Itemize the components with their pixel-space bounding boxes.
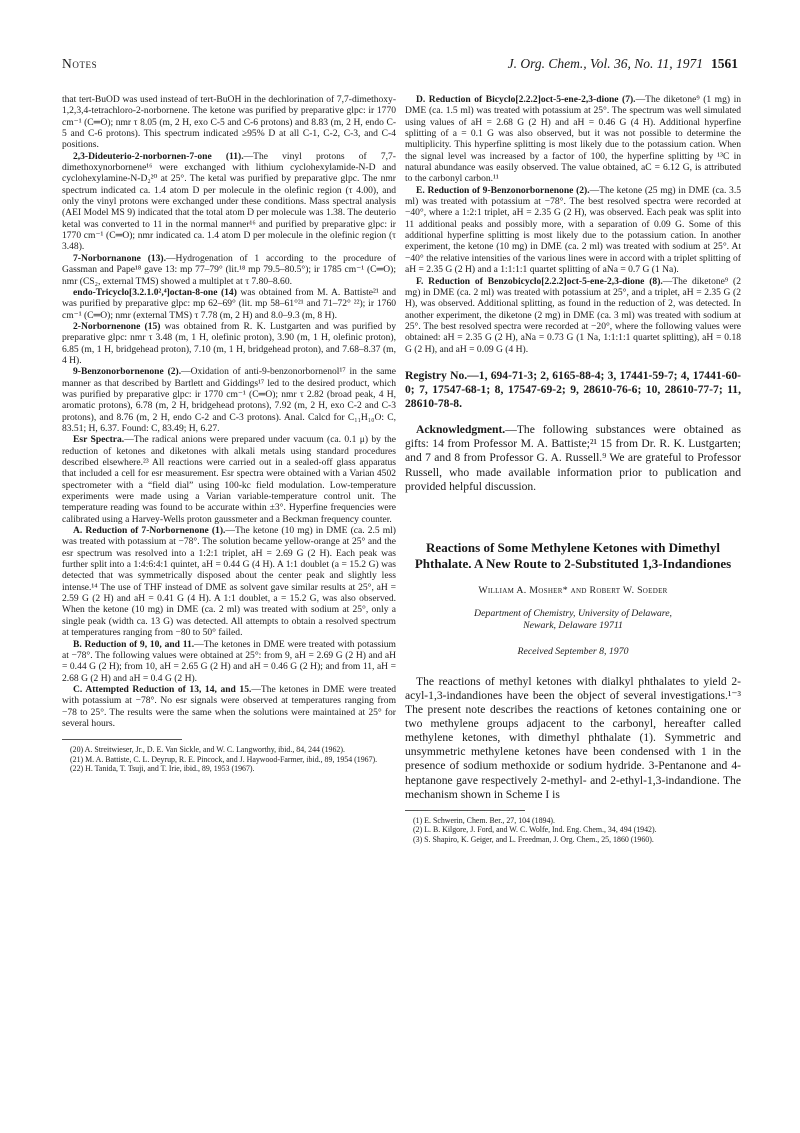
paragraph-tricyclo: [62, 287, 396, 321]
page-number: 1561: [711, 56, 738, 71]
article-intro: The reactions of methyl ketones with dialkyl phthalates to yield 2-acyl-1,3-indandiones have been the object of several investigations.¹⁻³ The present note describes the reactions of ketones containing one or two methylene groups adjacent to the carbonyl, hereafter called methylene ketones, with dimethyl phthalate (1). Symmetric and unsymmetric methylene ketones have been condensed with 1 in the presence of sodium methoxide or sodium hydride. 3-Pentanone and 4-heptanone gave respectively 2-methyl- and 2-ethyl-1,3-indandione. The mechanism shown in Scheme I is: [405, 674, 741, 801]
affiliation-line: Department of Chemistry, University of Delaware,: [474, 607, 672, 619]
registry-body: —1, 694-71-3; 2, 6165-88-4; 3, 17441-59-7; 4, 17441-60-0; 7, 17547-68-1; 8, 17547-69-2; 9, 28610-76-6; 10, 28610-77-7; 11, 28610-78-8.: [405, 368, 741, 410]
footnote: (20) A. Streitwieser, Jr., D. E. Van Sickle, and W. C. Langworthy, ibid., 84, 244 (1962).: [70, 745, 345, 755]
paragraph-heading: Esr Spectra.: [73, 434, 125, 446]
paragraph-heading: A. Reduction of 7-Norbornenone (1).: [73, 525, 226, 537]
paragraph-benzonorbornenone: [62, 366, 396, 434]
paragraph-heading: 9-Benzonorbornenone (2).: [73, 366, 182, 378]
paragraph-norbornenone: [62, 321, 396, 366]
registry-numbers: [405, 369, 741, 411]
paragraph-body: —The radical anions were prepared under vacuum (ca. 0.1 μ) by the reduction of ketones and diketones with alkali metals using standard procedures described elsewhere.²³ All reactions were carried out in a sealed-off glass apparatus that included a cell for esr measurement. Esr spectra were obtained with a Varian 4502 spectrometer with a “field dial” using 100-kc field modulation. Low-temperature experiments were made using a Varian variable-temperature control unit. The temperature reading was found to be accurate within ±3°. Hyperfine frequencies were calibrated using a Harvey-Wells proton gaussmeter and a Beckman frequency counter.: [62, 434, 396, 525]
paragraph-body: —The diketone⁹ (1 mg) in DME (ca. 1.5 ml) was treated with potassium at 25°. The spectrum was well simulated using values of aH = 2.68 G (2 H) and aH = 0.46 G (4 H). Additional hyperfine splitting of a = 0.1 G was also observed, but it was not possible to determine the multiplicity. This hyperfine splitting is most likely due to the potassium cation. When the signal level was increased by a factor of 100, the hyperfine splitting by ¹³C in natural abundance was easily observed. The value obtained, aC = 6.12 G, is attributed to the carbonyl carbon.¹¹: [405, 94, 741, 185]
journal-name: J. Org. Chem., Vol. 36, No. 11, 1971: [507, 56, 703, 71]
paragraph-reduction-d: [405, 94, 741, 185]
paragraph-body: —The ketones in DME were treated with potassium at −78°. No esr signals were observed at temperatures ranging from −78 to 25°. The results were the same when the solutions were maintained at 25° for several hours.: [62, 683, 396, 729]
acknowledgment: [405, 423, 741, 494]
left-column: [62, 94, 396, 774]
paragraph-body: —The ketones in DME were treated with potassium at −78°. The following values were obtained at 25°: from 9, aH = 2.69 G (2 H) and aH = 0.44 G (2 H); from 10, aH = 2.65 G (2 H) and aH = 0.46 G (2 H); and from 11, aH = 2.68 G (2 H) and aH = 0.4 G (2 H).: [62, 638, 396, 684]
paragraph-heading: endo-Tricyclo[3.2.1.0²,⁴]octan-8-one (14): [73, 286, 237, 298]
paragraph-reduction-c: [62, 684, 396, 729]
footnote: (3) S. Shapiro, K. Geiger, and L. Freedman, J. Org. Chem., 25, 1860 (1960).: [413, 834, 654, 844]
footnote: (21) M. A. Battiste, C. L. Deyrup, R. E. Pincock, and J. Haywood-Farmer, ibid., 89, 1954 (1967).: [70, 754, 378, 764]
paragraph-reduction-e: [405, 185, 741, 276]
right-column: [405, 94, 741, 844]
paragraph-continuation: that tert-BuOD was used instead of tert-BuOH in the dechlorination of 7,7-dimethoxy-1,2,3,4-tetrachloro-2-norbornene. The ketone was purified by preparative glpc: ir 1770 cm⁻¹ (C═O); nmr τ 8.05 (m, 2 H, exo C-5 and C-6 protons) and 8.83 (m, 2 H, endo C-5 and C-6 protons). This spectrum indicated ≥95% D at all C-1, C-2, C-3, and C-4 positions.: [62, 94, 396, 151]
journal-citation: [508, 56, 738, 72]
paragraph-reduction-a: [62, 525, 396, 638]
received-date: Received September 8, 1970: [517, 645, 629, 657]
affiliation-line: Newark, Delaware 19711: [523, 619, 623, 631]
paragraph-heading: B. Reduction of 9, 10, and 11.: [73, 638, 195, 650]
paragraph-body: was obtained from R. K. Lustgarten and was purified by preparative glpc: nmr τ 3.48 (m, 1 H, olefinic proton), 3.90 (m, 1 H, olefinic proton), 6.85 (m, 1 H, bridgehead proton), 7.10 (m, 1 H, bridgehead proton), and 7.68–8.37 (m, 4 H).: [62, 320, 396, 366]
paragraph-heading: E. Reduction of 9-Benzonorbornenone (2).: [416, 184, 590, 196]
acknowledgment-body: —The following substances were obtained as gifts: 14 from Professor M. A. Battiste;²¹ 15 from Dr. R. K. Lustgarten; and 7 and 8 from Professor G. A. Russell.⁹ We are grateful to Professor Russell, who made available information prior to publication and provided helpful discussion.: [405, 422, 741, 493]
article-authors: William A. Mosher* and Robert W. Soeder: [478, 584, 668, 596]
paragraph-heading: 7-Norbornanone (13).: [73, 252, 166, 264]
registry-heading: Registry No.: [405, 368, 468, 382]
paragraph-heading: 2,3-Dideuterio-2-norbornen-7-one (11).: [73, 150, 244, 162]
footnote-divider: [62, 739, 182, 740]
acknowledgment-heading: Acknowledgment.: [416, 422, 506, 436]
paragraph-heading: D. Reduction of Bicyclo[2.2.2]oct-5-ene-2,3-dione (7).: [416, 94, 636, 105]
paragraph-body: —The ketone (10 mg) in DME (ca. 2.5 ml) was treated with potassium at −78°. The solution became yellow-orange at 25° and the esr spectrum was resolved into a 1:2:1 triplet, aH = 2.69 G (2 H). Each peak was further split into a 1:4:6:4:1 quintet, aH = 0.44 G (4 H). A 1:1 doublet (a = 15.2 G) was detected that was symmetrically disposed about the center peak and slightly less intense.¹⁴ The use of THF instead of DME as solvent gave similar results at 25°, aH = 2.59 G (2 H) and aH = 0.41 G (4 H). A 1:1 doublet, a = 15.2 G, was also observed. When the ketone (10 mg) in DME (ca. 2 ml) was treated with sodium at 25°, only a single peak (width ca. 13 G) was detected. All attempts to obtain a resolved spectrum at temperatures ranging from −80 to 50° failed.: [62, 525, 396, 639]
paragraph-reduction-f: [405, 276, 741, 355]
paragraph-heading: 2-Norbornenone (15): [73, 320, 161, 332]
paragraph-body: —The vinyl protons of 7,7-dimethoxynorbornene¹⁶ were exchanged with lithium cyclohexylamide-N-D and cyclohexylamine-N-D₂²⁰ at 25°. The ketal was purified by preparative glpc. The nmr spectrum indicated ca. 1.4 atom D per molecule in the olefinic region (τ 4.00), and only the vinyl protons were exchanged under these conditions. Mass spectral analysis (AEI Model MS 9) indicated that the total atom D per molecule was 1.38. The deuterio ketal was converted to 11 in the normal manner¹⁶ and purified by preparative glpc: ir 1770 cm⁻¹ (C═O); nmr indicated ca. 1.4 atom D per molecule in the olefinic region (τ 3.48).: [62, 150, 396, 253]
footnote: (22) H. Tanida, T. Tsuji, and T. Irie, ibid., 89, 1953 (1967).: [70, 764, 255, 774]
paragraph-body: was obtained from M. A. Battiste²¹ and was purified by preparative glpc: mp 62–69° (lit. mp 58–61°²¹ and 71–72° ²²); ir 1760 cm⁻¹ (C═O); nmr (external TMS) τ 7.78 (m, 2 H) and 8.0–9.3 (m, 8 H).: [62, 286, 396, 321]
paragraph-body: —The ketone (25 mg) in DME (ca. 3.5 ml) was treated with potassium at −78°. The best resolved spectra were recorded at −40°, where a 1:2:1 triplet, aH = 2.35 G (2 H), was observed. Each peak was split into 11 additional peaks and possibly more, with a separation of 0.09 G. Some of this additional hyperfine splitting is most likely due to the potassium cation. In another experiment, the ketone (10 mg) in DME (ca. 2 ml) was treated with sodium at 25°. At −40° the relative intensities of the various lines were in accord with a triplet splitting of aH = 2.35 G (2 H) and a 1:1:1:1 quartet splitting of aNa = 0.7 G (1 Na).: [405, 184, 741, 276]
paragraph-reduction-b: [62, 639, 396, 684]
paragraph-heading: C. Attempted Reduction of 13, 14, and 15.: [73, 683, 252, 695]
paragraph-norbornanone: [62, 253, 396, 287]
paragraph-dideuterio: [62, 151, 396, 253]
section-label: Notes: [62, 56, 98, 71]
footnote-divider: [405, 810, 525, 811]
footnote: (2) L. B. Kilgore, J. Ford, and W. C. Wolfe, Ind. Eng. Chem., 34, 494 (1942).: [413, 825, 657, 835]
footnote: (1) E. Schwerin, Chem. Ber., 27, 104 (1894).: [413, 815, 556, 825]
paragraph-body: —Oxidation of anti-9-benzonorbornenol¹⁷ in the same manner as that described by Bartlett and Giddings¹⁷ led to the desired product, which was purified by preparative glpc: ir 1770 cm⁻¹ (C═O); nmr τ 2.82 (broad peak, 4 H, aromatic protons), 6.78 (m, 2 H, bridgehead protons), 7.92 (m, 2 H, exo C-2 and C-3 protons), and 8.76 (m, 2 H, endo C-2 and C-3 protons). Anal. Calcd for C₁₁H₁₀O: C, 83.51; H, 6.37. Found: C, 83.49; H, 6.27.: [62, 366, 396, 434]
article-title: Reactions of Some Methylene Ketones with Dimethyl Phthalate. A New Route to 2-Substituted 1,3-Indandiones: [414, 539, 732, 572]
paragraph-body: —The diketone⁹ (2 mg) in DME (ca. 2 ml) was treated with potassium at 25°, and a triplet, aH = 2.35 G (2 H), was observed. Additional splitting, as found in the reduction of 2, was detected. In another experiment, the diketone (2 mg) in DME (ca. 3 ml) was treated with sodium at 25°. The best resolved spectra were recorded at −20°, where the following values were obtained: aH = 2.35 G (2 H), aNa = 0.73 G (1 Na, 1:1:1:1 quartet splitting), aH = 0.18 G (2 H), and aH = 0.09 G (4 H).: [405, 275, 741, 355]
page-header: [62, 56, 738, 76]
article-affiliation: [405, 608, 741, 632]
paragraph-body: —Hydrogenation of 1 according to the procedure of Gassman and Pape¹⁸ gave 13: mp 77–79° (lit.¹⁸ mp 79.5–80.5°); ir 1785 cm⁻¹ (C═O); nmr (CS₂, external TMS) showed a multiplet at τ 7.80–8.60.: [62, 252, 397, 287]
paragraph-heading: F. Reduction of Benzobicyclo[2.2.2]oct-5-ene-2,3-dione (8).: [416, 275, 663, 287]
paragraph-esr-spectra: [62, 434, 396, 525]
